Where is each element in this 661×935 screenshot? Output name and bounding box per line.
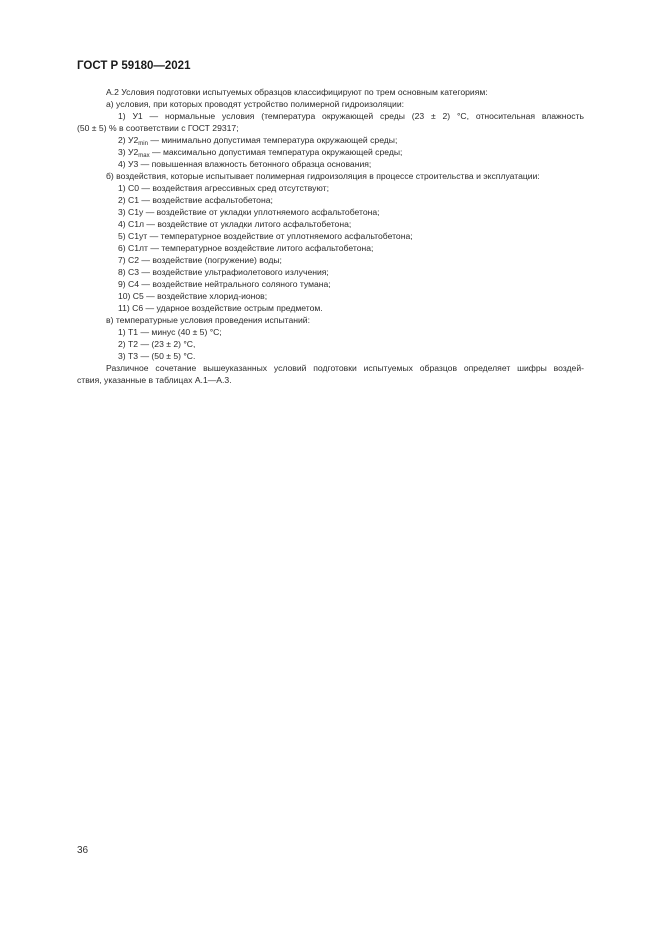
list-item-c4: 9) С4 — воздействие нейтрального соляного тумана; [118, 279, 331, 289]
list-heading-b: б) воздействия, которые испытывает полимерная гидроизоляция в процессе строительства и эксплуатации: [106, 171, 540, 181]
list-item-c1ut: 5) С1ут — температурное воздействие от уплотняемого асфальтобетона; [118, 231, 413, 241]
u2min-text: — минимально допустимая температура окружающей среды; [147, 135, 398, 145]
list-item-t3: 3) Т3 — (50 ± 5) °С. [118, 351, 196, 361]
list-item-u2max [77, 146, 584, 158]
list-heading-v: в) температурные условия проведения испытаний: [106, 315, 310, 325]
u2max-text: — максимально допустимая температура окружающей среды; [149, 147, 403, 157]
document-body [77, 86, 584, 386]
u2max-subscript: max [138, 153, 150, 159]
list-item-t1: 1) Т1 — минус (40 ± 5) °С; [118, 327, 222, 337]
list-item-u2min [77, 134, 584, 146]
list-item-t2: 2) Т2 — (23 ± 2) °С, [118, 339, 196, 349]
paragraph-closing-line2: ствия, указанные в таблицах А.1—А.3. [77, 375, 232, 385]
list-item-c6: 11) С6 — ударное воздействие острым предметом. [118, 303, 323, 313]
list-item-c0: 1) С0 — воздействия агрессивных сред отсутствуют; [118, 183, 329, 193]
u2min-subscript: min [138, 141, 148, 147]
list-item-c1: 2) С1 — воздействие асфальтобетона; [118, 195, 273, 205]
u2max-prefix: 3) У2 [118, 147, 139, 157]
paragraph-closing-line1: Различное сочетание вышеуказанных условий подготовки испытуемых образцов определяет шифры воздей- [106, 363, 584, 373]
list-item-c1lt: 6) С1лт — температурное воздействие литого асфальтобетона; [118, 243, 374, 253]
list-item-u1-line2: (50 ± 5) % в соответствии с ГОСТ 29317; [77, 123, 239, 133]
paragraph-intro: А.2 Условия подготовки испытуемых образцов классифицируют по трем основным категориям: [106, 87, 488, 97]
list-item-c1l: 4) С1л — воздействие от укладки литого асфальтобетона; [118, 219, 352, 229]
page-number: 36 [77, 845, 89, 856]
list-heading-a: а) условия, при которых проводят устройство полимерной гидроизоляции: [106, 99, 405, 109]
list-item-c3: 8) С3 — воздействие ультрафиолетового излучения; [118, 267, 329, 277]
list-item-c1u: 3) С1у — воздействие от укладки уплотняемого асфальтобетона; [118, 207, 380, 217]
list-item-u1-line1: 1) У1 — нормальные условия (температура окружающей среды (23 ± 2) °С, относительная влажность [118, 111, 584, 121]
document-header: ГОСТ Р 59180—2021 [77, 60, 191, 72]
list-item-c5: 10) С5 — воздействие хлорид-ионов; [118, 291, 268, 301]
u2min-prefix: 2) У2 [118, 135, 139, 145]
list-item-u3: 4) У3 — повышенная влажность бетонного образца основания; [118, 159, 372, 169]
list-item-c2: 7) С2 — воздействие (погружение) воды; [118, 255, 282, 265]
